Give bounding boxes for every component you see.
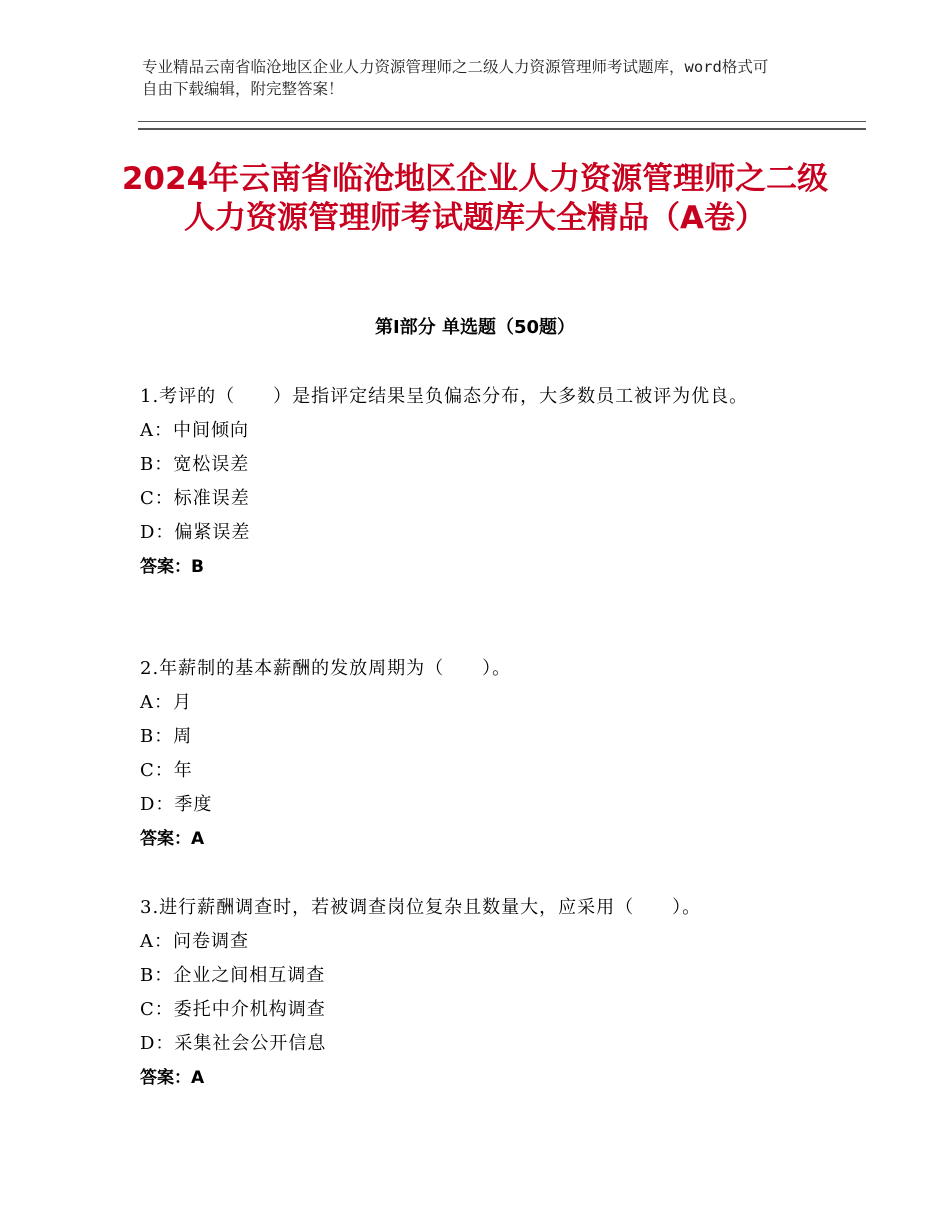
answer-line: 答案：A bbox=[140, 1068, 205, 1088]
option-b: B：宽松误差 bbox=[140, 454, 250, 475]
option-d: D：季度 bbox=[140, 794, 213, 815]
option-d: D：采集社会公开信息 bbox=[140, 1033, 327, 1054]
header-note: 专业精品云南省临沧地区企业人力资源管理师之二级人力资源管理师考试题库，word格式可自由下载编辑，附完整答案！ bbox=[142, 58, 769, 98]
answer-line: 答案：B bbox=[140, 557, 204, 577]
option-d: D：偏紧误差 bbox=[140, 522, 251, 543]
question-2 bbox=[140, 652, 820, 856]
question-stem: 1.考评的（ ）是指评定结果呈负偏态分布，大多数员工被评为优良。 bbox=[140, 386, 749, 407]
section-title: 第Ⅰ部分 单选题（50题） bbox=[374, 317, 575, 338]
document-title: 2024年云南省临沧地区企业人力资源管理师之二级人力资源管理师考试题库大全精品（A卷） bbox=[121, 161, 829, 236]
question-1 bbox=[140, 380, 820, 584]
option-c: C：年 bbox=[140, 760, 193, 781]
option-b: B：周 bbox=[140, 726, 193, 747]
option-c: C：委托中介机构调查 bbox=[140, 999, 326, 1020]
option-c: C：标准误差 bbox=[140, 488, 250, 509]
header-divider bbox=[138, 121, 866, 130]
option-a: A：月 bbox=[140, 692, 192, 713]
question-stem: 3.进行薪酬调查时，若被调查岗位复杂且数量大，应采用（ ）。 bbox=[140, 897, 702, 918]
question-stem: 2.年薪制的基本薪酬的发放周期为（ ）。 bbox=[140, 658, 512, 679]
answer-line: 答案：A bbox=[140, 829, 205, 849]
option-a: A：问卷调查 bbox=[140, 931, 249, 952]
option-b: B：企业之间相互调查 bbox=[140, 965, 326, 986]
option-a: A：中间倾向 bbox=[140, 420, 249, 441]
question-3 bbox=[140, 891, 820, 1095]
